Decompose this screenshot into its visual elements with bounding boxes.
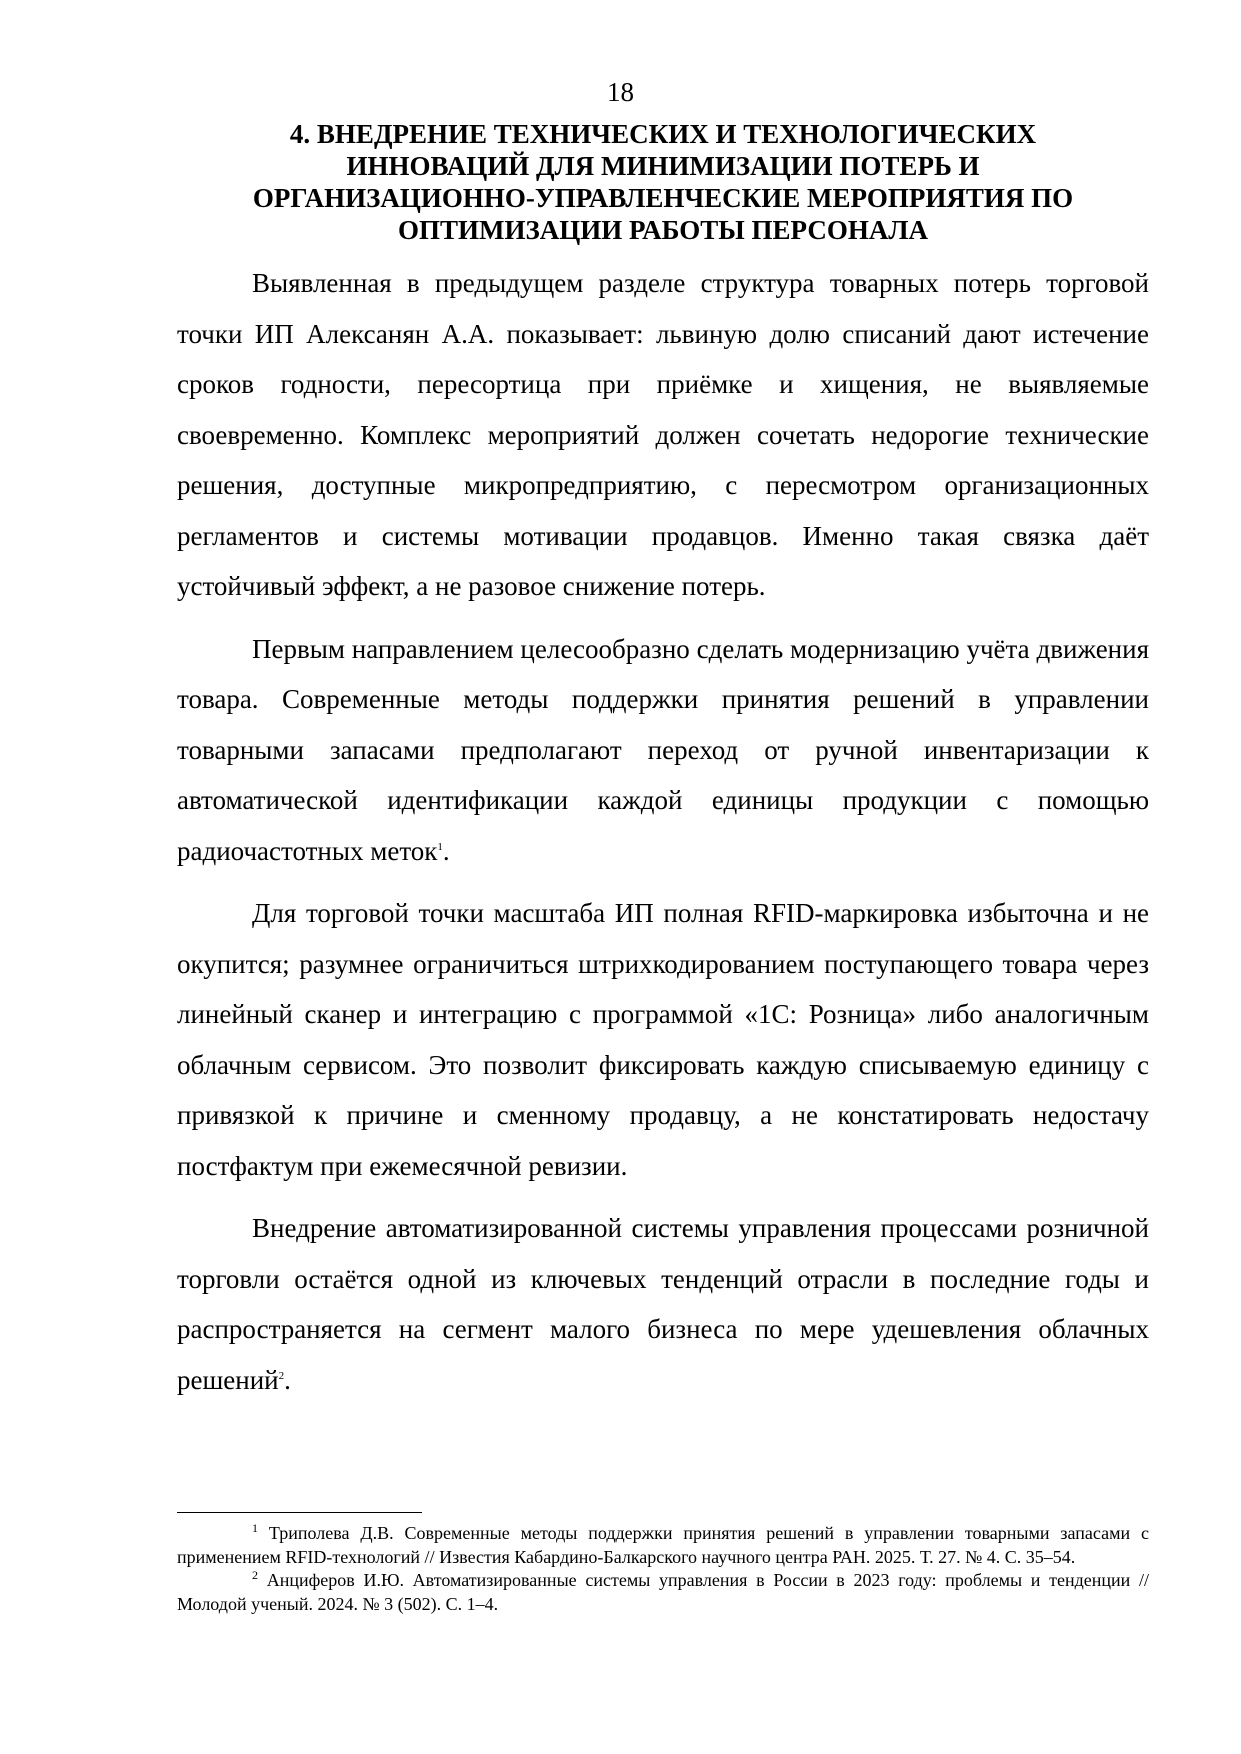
paragraph-tail: . bbox=[442, 835, 450, 866]
paragraph bbox=[177, 888, 1149, 1191]
paragraph-text: Для торговой точки масштаба ИП полная RFID-маркировка избыточна и не окупится; разумнее ограничиться штрихкодированием поступающего товара через линейный сканер и интеграцию с программой «1С: Розница» либо аналогичным облачным сервисом. Это позволит фиксировать каждую списываемую единицу с привязкой к причине и сменному продавцу, а не констатировать недостачу постфактум при ежемесячной ревизии. bbox=[177, 898, 1149, 1181]
paragraph bbox=[177, 258, 1149, 612]
footnote-separator bbox=[177, 1512, 422, 1513]
paragraph-tail: . bbox=[284, 1364, 291, 1395]
section-heading bbox=[177, 118, 1149, 246]
paragraph-text: Выявленная в предыдущем разделе структура товарных потерь торговой точки ИП Алексанян А.А. показывает: львиную долю списаний дают истечение сроков годности, пересортица при приёмке и хищения, не выявляемые своевременно. Комплекс мероприятий должен сочетать недорогие технические решения, доступные микропредприятию, с пересмотром организационных регламентов и системы мотивации продавцов. Именно такая связка даёт устойчивый эффект, а не разовое снижение потерь. bbox=[177, 268, 1149, 601]
section-heading-line: ИННОВАЦИЙ ДЛЯ МИНИМИЗАЦИИ ПОТЕРЬ И bbox=[346, 151, 980, 181]
footnote-number: 2 bbox=[252, 1568, 258, 1582]
footnote-reference[interactable]: 1 bbox=[437, 840, 443, 853]
body-text bbox=[177, 258, 1149, 1417]
paragraph bbox=[177, 624, 1149, 877]
footnote-text: Триполева Д.В. Современные методы поддержки принятия решений в управлении товарными запасами с применением RFID-технологий // Известия Кабардино-Балкарского научного центра РАН. 2025. Т. 27. № 4. С. 35–54. bbox=[177, 1523, 1149, 1567]
section-heading-line: ОПТИМИЗАЦИИ РАБОТЫ ПЕРСОНАЛА bbox=[398, 215, 928, 245]
footnote-text: Анциферов И.Ю. Автоматизированные системы управления в России в 2023 году: проблемы и тенденции // Молодой ученый. 2024. № 3 (502). С. 1–4. bbox=[177, 1570, 1149, 1614]
section-heading-line: ОРГАНИЗАЦИОННО-УПРАВЛЕНЧЕСКИЕ МЕРОПРИЯТИЯ ПО bbox=[252, 183, 1074, 213]
section-heading-line: 4. ВНЕДРЕНИЕ ТЕХНИЧЕСКИХ И ТЕХНОЛОГИЧЕСКИХ bbox=[289, 119, 1037, 149]
footnotes bbox=[177, 1522, 1149, 1616]
paragraph-text: Первым направлением целесообразно сделать модернизацию учёта движения товара. Современные методы поддержки принятия решений в управлении товарными запасами предполагают переход от ручной инвентаризации к автоматической идентификации каждой единицы продукции с помощью радиочастотных меток bbox=[177, 633, 1149, 866]
footnote bbox=[177, 1569, 1149, 1616]
paragraph bbox=[177, 1203, 1149, 1405]
footnote-reference[interactable]: 2 bbox=[278, 1369, 285, 1382]
page-number: 18 bbox=[607, 77, 634, 107]
paragraph-text: Внедрение автоматизированной системы управления процессами розничной торговли остаётся одной из ключевых тенденций отрасли в последние годы и распространяется на сегмент малого бизнеса по мере удешевления облачных решений bbox=[177, 1213, 1149, 1395]
footnote-number: 1 bbox=[252, 1521, 258, 1535]
footnote bbox=[177, 1522, 1149, 1569]
